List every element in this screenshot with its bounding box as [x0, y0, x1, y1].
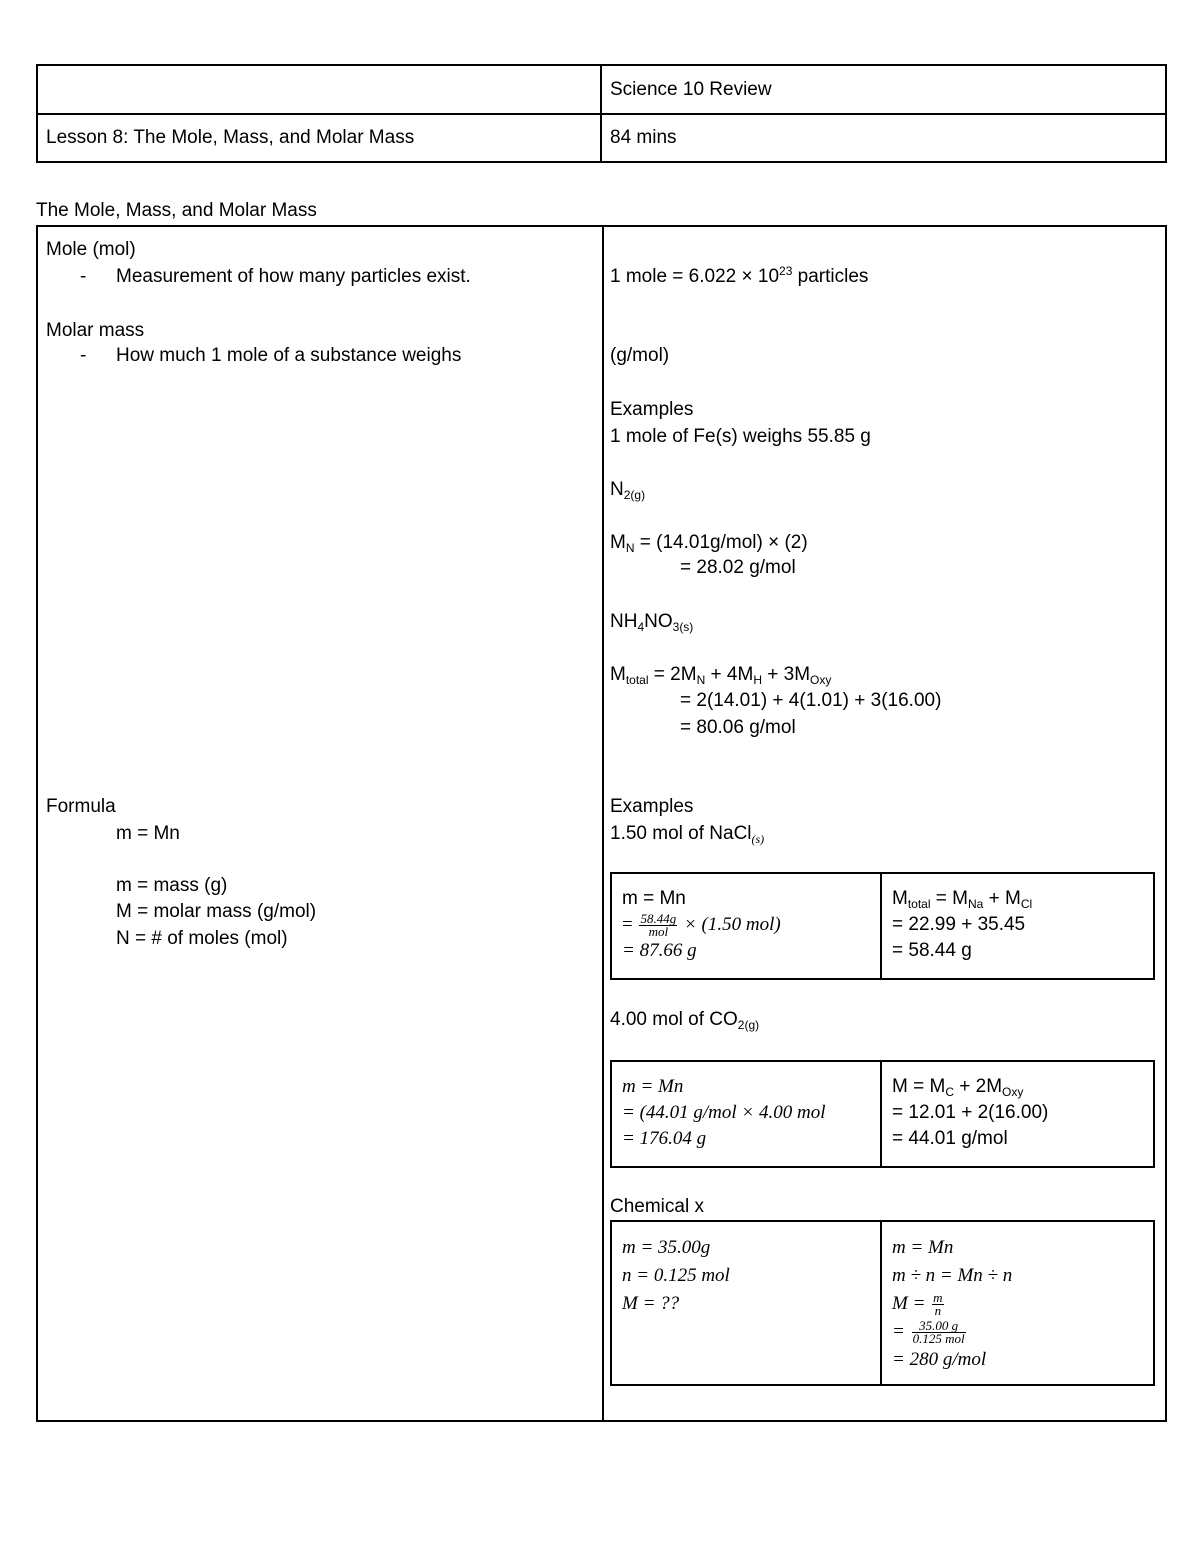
formula-heading: Formula	[46, 796, 116, 817]
chemical-x-given-values: m = 35.00g n = 0.125 mol M = ??	[622, 1237, 730, 1314]
examples-heading-2: Examples	[610, 796, 694, 817]
column-divider	[602, 227, 604, 1420]
inner-divider	[880, 1062, 882, 1166]
nitrogen-molar-mass-result: = 28.02 g/mol	[680, 557, 796, 578]
lesson-duration: 84 mins	[610, 127, 677, 148]
total-molar-mass-substitution: = 2(14.01) + 4(1.01) + 3(16.00)	[680, 690, 942, 711]
co2-mass-calculation: m = Mn = (44.01 g/mol × 4.00 mol = 176.04 g	[622, 1076, 826, 1149]
nacl-mass-calculation: m = Mn = $\frac{58.44g}{\text{mol}}$ × (1.50 mol) = 87.66 g	[622, 888, 781, 962]
nacl-molar-mass-calculation: $M_{total} = M_{Na} + M_{Cl}$ = 22.99 + 35.45 = 58.44 g	[892, 888, 1033, 961]
iron-example: 1 mole of Fe(s) weighs 55.85 g	[610, 426, 871, 447]
main-table	[36, 225, 1167, 1422]
bullet-dash: -	[80, 266, 87, 287]
molar-mass-heading: Molar mass	[46, 320, 145, 341]
nitrogen-molar-mass: $M_N = (14.01g/mol) \times (2)$	[610, 532, 808, 555]
examples-heading: Examples	[610, 399, 694, 420]
bullet-dash: -	[80, 345, 87, 366]
mole-definition: Measurement of how many particles exist.	[116, 266, 471, 287]
header-empty-cell	[38, 66, 602, 115]
definition-molar-mass: M = molar mass (g/mol)	[116, 901, 317, 922]
section-title: The Mole, Mass, and Molar Mass	[36, 200, 317, 221]
sodium-chloride-example: 1.50 mol of NaCl$_{(s)}$	[610, 823, 765, 846]
chemical-x-calculation-table	[610, 1220, 1155, 1386]
co2-molar-mass-calculation: $M = M_C + 2M_{Oxy}$ = 12.01 + 2(16.00) = 44.01 g/mol	[892, 1076, 1049, 1149]
definition-moles: N = # of moles (mol)	[116, 928, 288, 949]
ammonium-nitrate-formula: $NH_4NO_{3(s)}$	[610, 611, 694, 634]
molar-mass-unit: (g/mol)	[610, 345, 670, 366]
formula: m = Mn	[116, 823, 180, 844]
avogadro-equation: 1 mole = $6.022 \times 10^{23}$ particles	[610, 264, 869, 287]
total-molar-mass-equation: $M_{total} = 2M_N + 4M_H + 3M_{Oxy}$	[610, 664, 832, 687]
chemical-x-heading: Chemical x	[610, 1196, 704, 1217]
molar-mass-definition: How much 1 mole of a substance weighs	[116, 345, 462, 366]
total-molar-mass-result: = 80.06 g/mol	[680, 717, 796, 738]
carbon-dioxide-example: 4.00 mol of $CO_{2(g)}$	[610, 1009, 760, 1032]
inner-divider	[880, 874, 882, 978]
definition-mass: m = mass (g)	[116, 875, 228, 896]
inner-divider	[880, 1222, 882, 1384]
nitrogen-formula: $N_{2(g)}$	[610, 479, 646, 502]
header-table	[36, 64, 1167, 163]
mole-heading: Mole (mol)	[46, 239, 136, 260]
nacl-calculation-table	[610, 872, 1155, 980]
lesson-title: Lesson 8: The Mole, Mass, and Molar Mass	[38, 115, 602, 161]
course-title: Science 10 Review	[602, 66, 1165, 115]
chemical-x-molar-mass-derivation: m = Mn m ÷ n = Mn ÷ n M = $\frac{m}{n}$ = $\frac{35.00 g}{\text{0.125 mol}}$ = 280 g/mol	[892, 1237, 1013, 1370]
co2-calculation-table	[610, 1060, 1155, 1168]
